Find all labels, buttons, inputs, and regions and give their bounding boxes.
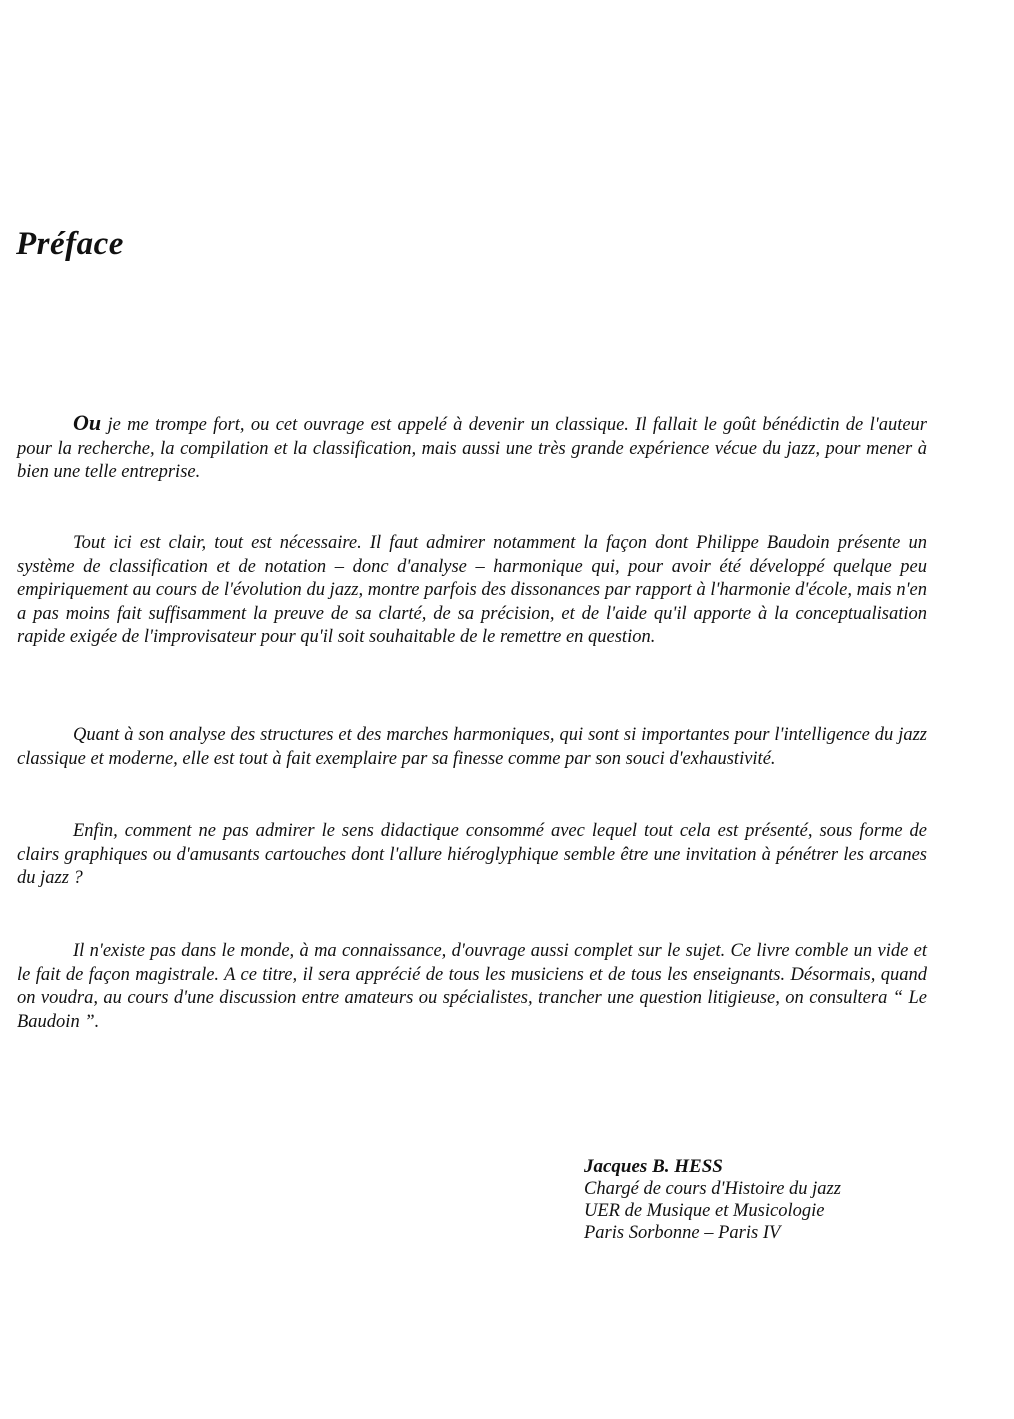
preface-paragraph-5: Il n'existe pas dans le monde, à ma connaissance, d'ouvrage aussi complet sur le sujet. Ce livre comble un vide et le fait de façon magistrale. A ce titre, il sera apprécié de tous les musiciens et de tous les enseignants. Désormais, quand on voudra, au cours d'une discussion entre amateurs ou spécialistes, trancher une question litigieuse, on consultera “ Le Baudoin ”.	[17, 941, 927, 1032]
preface-paragraph-3: Quant à son analyse des structures et des marches harmoniques, qui sont si importantes pour l'intelligence du jazz classique et moderne, elle est tout à fait exemplaire par sa finesse comme par son souci d'exhaustivité.	[17, 725, 927, 769]
signature-block	[584, 1156, 984, 1244]
signature-title-line: Chargé de cours d'Histoire du jazz	[584, 1179, 841, 1199]
signature-name: Jacques B. HESS	[584, 1156, 723, 1177]
preface-paragraph-1	[17, 411, 927, 485]
paragraph-text: je me trompe fort, ou cet ouvrage est appelé à devenir un classique. Il fallait le goût bénédictin de l'auteur pour la recherche, la compilation et la classification, mais aussi une très grande expérience vécue du jazz, pour mener à bien une telle entreprise.	[17, 415, 927, 482]
preface-paragraph-4: Enfin, comment ne pas admirer le sens didactique consommé avec lequel tout cela est présenté, sous forme de clairs graphiques ou d'amusants cartouches dont l'allure hiéroglyphique semble être une invitation à pénétrer les arcanes du jazz ?	[17, 821, 927, 888]
page-title: Préface	[16, 226, 124, 262]
signature-department-line: UER de Musique et Musicologie	[584, 1201, 825, 1221]
signature-university-line: Paris Sorbonne – Paris IV	[584, 1223, 781, 1243]
paragraph-lead-word: Ou	[73, 410, 102, 435]
preface-paragraph-2: Tout ici est clair, tout est nécessaire. Il faut admirer notamment la façon dont Philippe Baudoin présente un système de classification et de notation – donc d'analyse – harmonique qui, pour avoir été développé quelque peu empiriquement au cours de l'évolution du jazz, montre parfois des dissonances par rapport à l'harmonie d'école, mais n'en a pas moins fait suffisamment la preuve de sa clarté, de sa précision, et de l'aide qu'il apporte à la conceptualisation rapide exigée de l'improvisateur pour qu'il soit souhaitable de le remettre en question.	[17, 533, 927, 647]
